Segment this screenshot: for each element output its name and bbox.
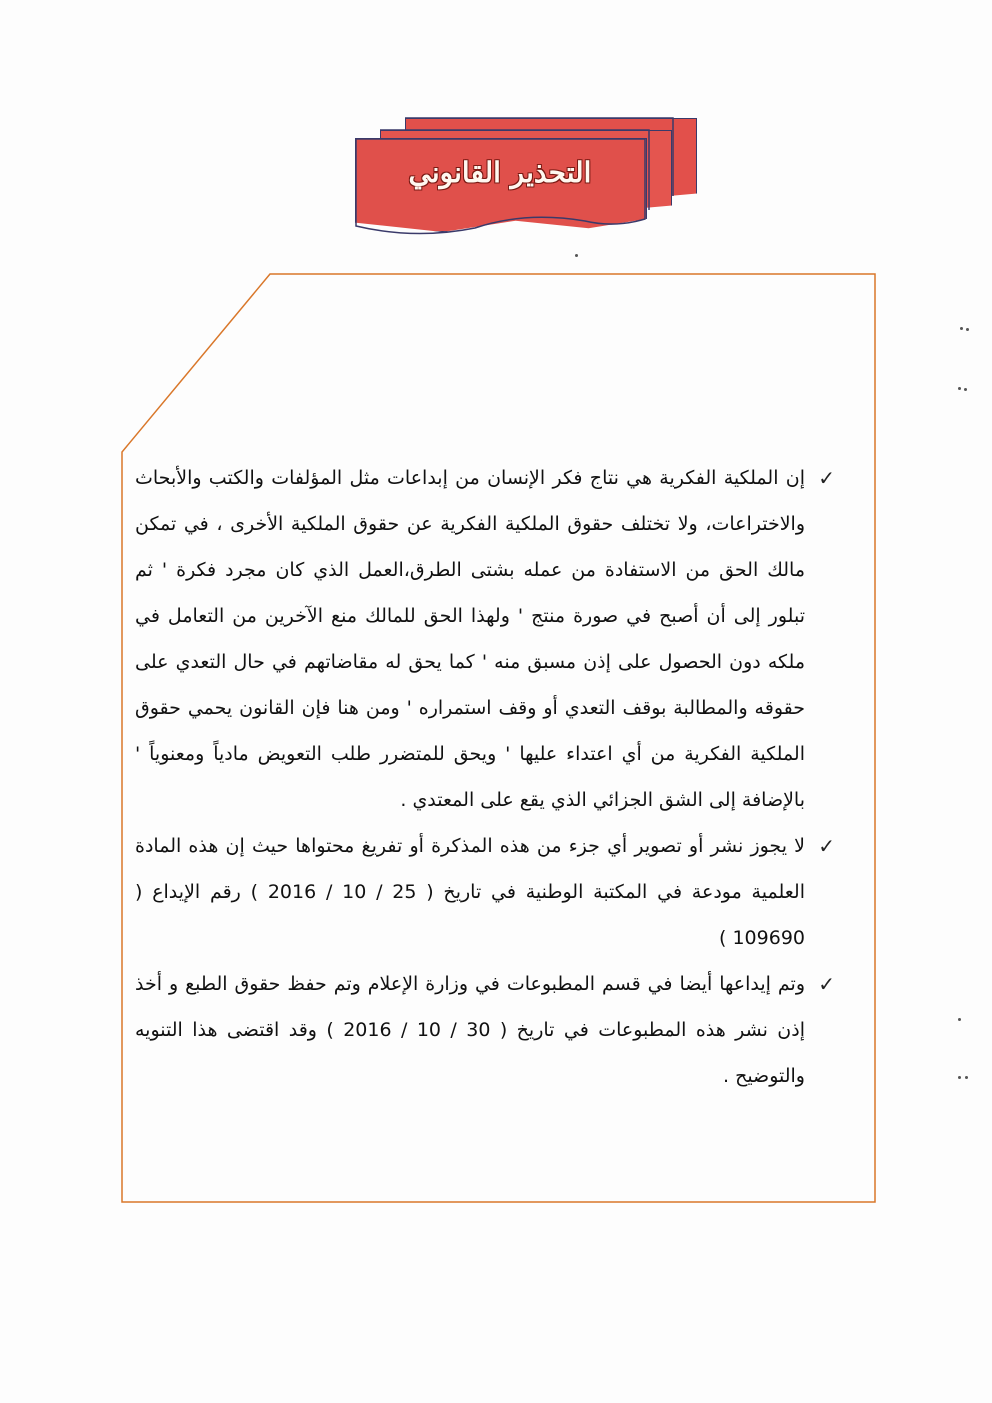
scan-speck xyxy=(964,388,967,391)
scan-speck xyxy=(575,254,578,257)
scan-speck xyxy=(958,1076,961,1079)
scan-speck xyxy=(960,327,963,330)
check-mark-icon: ✓ xyxy=(818,466,835,490)
title-banner xyxy=(355,116,675,241)
notice-item-text: إن الملكية الفكرية هي نتاج فكر الإنسان من إبداعات مثل المؤلفات والكتب والأبحاث والاختراعات، ولا تختلف حقوق الملكية الفكرية عن حقوق الملكية الأخرى ، في تمكن مالك الحق من الاستفادة من عمله بشتى الطرق،العمل الذي كان مجرد فكرة ' ثم تبلور إلى أن أصبح في صورة منتج ' ولهذا الحق للمالك منع الآخرين من التعامل في ملكه دون الحصول على إذن مسبق منه ' كما يحق له مقاضاتهم في حال التعدي على حقوقه والمطالبة بوقف التعدي أو وقف استمراره ' ومن هنا فإن القانون يحمي حقوق الملكية الفكرية من أي اعتداء عليها ' ويحق للمتضرر طلب التعويض مادياً ومعنوياً ' بالإضافة إلى الشق الجزائي الذي يقع على المعتدي . xyxy=(135,467,805,811)
scan-speck xyxy=(965,1076,968,1079)
page-title: التحذير القانوني xyxy=(408,156,592,189)
legal-notice-content xyxy=(135,455,835,1099)
notice-item-copy-prohibition xyxy=(135,823,835,961)
notice-item-ministry-deposit xyxy=(135,961,835,1099)
notice-item-text: وتم إيداعها أيضا في قسم المطبوعات في وزارة الإعلام وتم حفظ حقوق الطبع و أخذ إذن نشر هذه المطبوعات في تاريخ ( 30 / 10 / 2016 ) وقد اقتضى هذا التنويه والتوضيح . xyxy=(135,973,806,1087)
scan-speck xyxy=(958,1018,961,1021)
notice-item-intellectual-property xyxy=(135,455,835,823)
check-mark-icon: ✓ xyxy=(818,834,835,858)
scan-speck xyxy=(958,387,961,390)
scan-speck xyxy=(966,328,969,331)
check-mark-icon: ✓ xyxy=(818,972,835,996)
notice-item-text: لا يجوز نشر أو تصوير أي جزء من هذه المذكرة أو تفريغ محتواها حيث إن هذه المادة العلمية مودعة في المكتبة الوطنية في تاريخ ( 25 / 10 / 2016 ) رقم الإيداع ( 109690 ) xyxy=(135,835,805,949)
